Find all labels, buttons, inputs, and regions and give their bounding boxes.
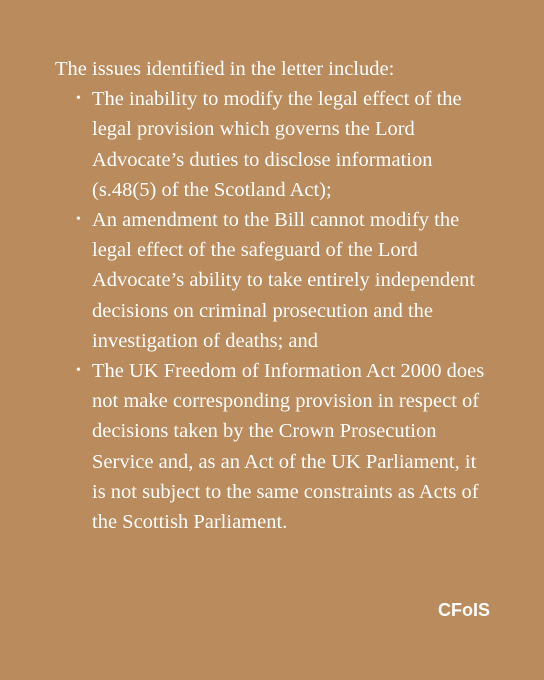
bullet-icon: • — [76, 363, 81, 379]
list-item — [55, 356, 495, 537]
list-item-text: The UK Freedom of Information Act 2000 does not make corresponding provision in respect of decisions taken by the Crown Prosecution Service and, as an Act of the UK Parliament, it is not subject to the same constraints as Acts of the Scottish Parliament. — [92, 360, 485, 534]
list-item-text: The inability to modify the legal effect of the legal provision which governs the Lord Advocate’s duties to disclose information (s.48(5) of the Scotland Act); — [92, 88, 462, 201]
bullet-icon: • — [76, 212, 81, 228]
list-item — [55, 205, 495, 356]
list-item — [55, 84, 495, 205]
brand-logo-text: CFoIS — [438, 600, 490, 620]
intro-paragraph: The issues identified in the letter include: — [55, 58, 395, 80]
list-item-text: An amendment to the Bill cannot modify the legal effect of the safeguard of the Lord Advocate’s ability to take entirely independent decisions on criminal prosecution and the investigation of deaths; and — [92, 209, 476, 352]
issues-list — [55, 84, 495, 537]
letter-issues-text — [55, 54, 495, 537]
bullet-icon: • — [76, 91, 81, 107]
